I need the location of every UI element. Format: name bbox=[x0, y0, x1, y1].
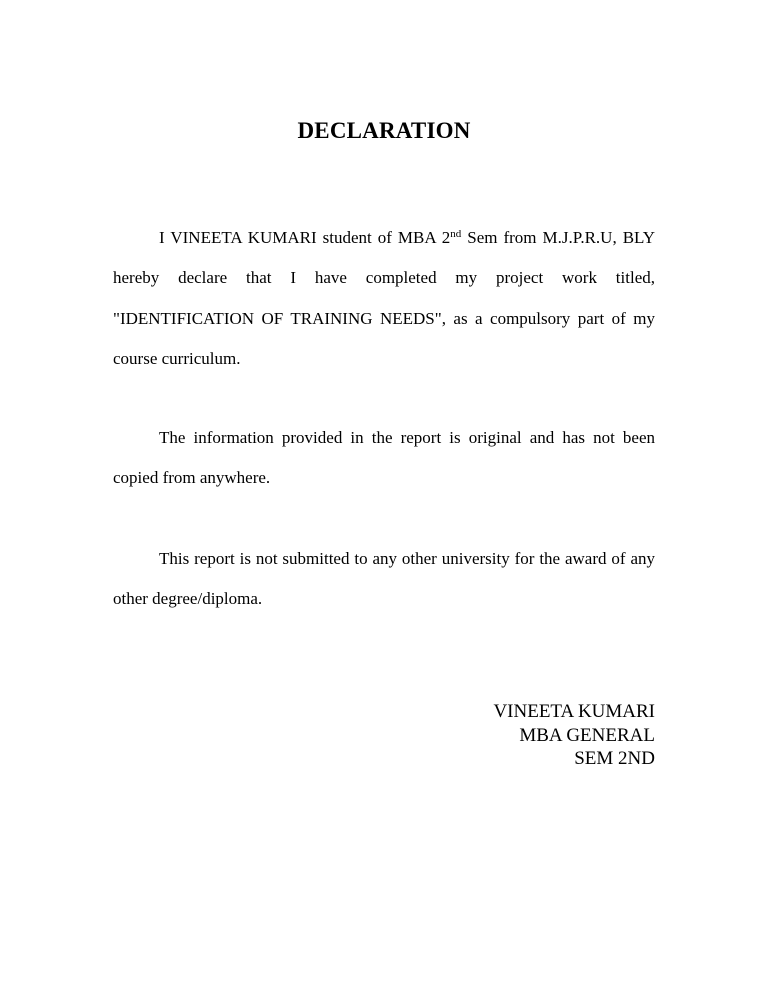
paragraph-3-text: This report is not submitted to any other university for the award of any other degree/diploma. bbox=[113, 549, 655, 609]
declaration-paragraph-2 bbox=[113, 418, 655, 499]
page-title: DECLARATION bbox=[297, 118, 471, 143]
declaration-paragraph-1 bbox=[113, 218, 655, 379]
ordinal-suffix: nd bbox=[450, 228, 462, 240]
paragraph-2-text: The information provided in the report is original and has not been copied from anywhere. bbox=[113, 428, 655, 488]
signature-name: VINEETA KUMARI bbox=[493, 701, 655, 722]
paragraph-1-text-start: I VINEETA KUMARI student of MBA 2 bbox=[159, 228, 451, 247]
paragraph-1-text-rest: Sem from M.J.P.R.U, BLY hereby declare that I have completed my project work titled, "IDENTIFICATION OF TRAINING NEEDS", as a compulsory part of my course curriculum. bbox=[113, 228, 656, 368]
signature-block bbox=[350, 700, 655, 771]
signature-semester: SEM 2ND bbox=[574, 748, 655, 769]
declaration-paragraph-3 bbox=[113, 539, 655, 620]
signature-program: MBA GENERAL bbox=[519, 724, 655, 746]
